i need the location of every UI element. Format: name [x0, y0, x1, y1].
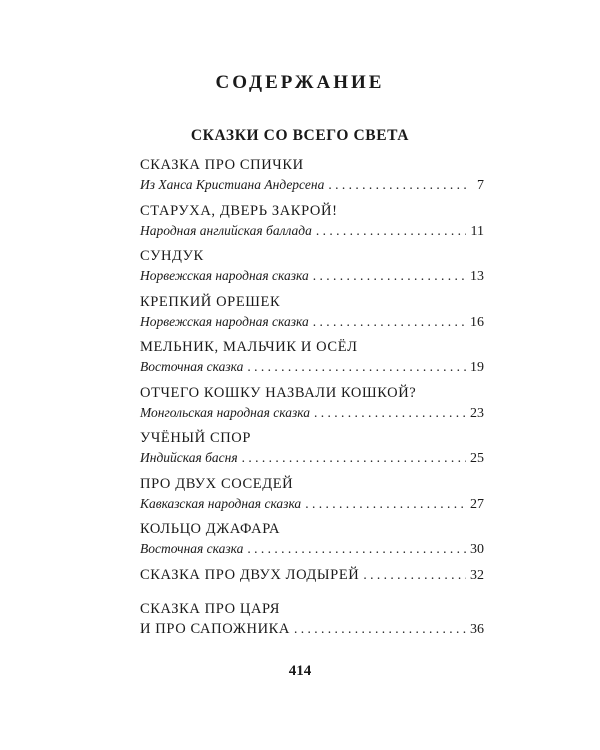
- dot-leader: [314, 403, 466, 423]
- entry-leader-line: [140, 565, 484, 586]
- entry-leader-line: [140, 494, 484, 515]
- entry-title: МЕЛЬНИК, МАЛЬЧИК И ОСЁЛ: [140, 339, 358, 355]
- entry-subtitle: Норвежская народная сказка: [140, 268, 309, 283]
- dot-leader: [313, 266, 466, 286]
- dot-leader: [363, 565, 466, 585]
- entry-page-number: 7: [477, 178, 484, 193]
- entry-leader-line: [140, 357, 484, 378]
- entry-title: СТАРУХА, ДВЕРЬ ЗАКРОЙ!: [140, 202, 338, 219]
- toc-entry: [140, 201, 484, 247]
- entry-page-number: 27: [470, 496, 484, 512]
- entry-page-number: 36: [470, 621, 484, 637]
- entry-subtitle: Монгольская народная сказка: [140, 404, 310, 420]
- entry-page-number: 30: [470, 542, 484, 557]
- entry-title: ОТЧЕГО КОШКУ НАЗВАЛИ КОШКОЙ?: [140, 384, 417, 401]
- toc-entry: [140, 246, 484, 292]
- toc-entry: [140, 565, 484, 599]
- entry-leader-line: [140, 619, 484, 640]
- entry-subtitle: Из Ханса Кристиана Андерсена: [140, 177, 325, 192]
- dot-leader: [305, 494, 466, 514]
- entry-page-number: 23: [470, 405, 484, 421]
- table-of-contents: [140, 155, 484, 644]
- entry-page-number: 11: [470, 223, 484, 239]
- entry-subtitle: Индийская басня: [140, 450, 238, 465]
- entry-leader-line: [140, 448, 484, 469]
- entry-title-line-2: И ПРО САПОЖНИКА: [140, 620, 290, 637]
- toc-entry: [140, 383, 484, 429]
- entry-title: СКАЗКА ПРО ДВУХ ЛОДЫРЕЙ: [140, 566, 360, 583]
- entry-title: ПРО ДВУХ СОСЕДЕЙ: [140, 475, 294, 492]
- entry-leader-line: [140, 221, 484, 242]
- entry-leader-line: [140, 175, 484, 196]
- dot-leader: [247, 539, 466, 559]
- entry-page-number: 16: [470, 314, 484, 330]
- entry-leader-line: [140, 312, 484, 333]
- toc-entry: [140, 599, 484, 645]
- entry-leader-line: [140, 539, 484, 560]
- entry-subtitle: Норвежская народная сказка: [140, 313, 309, 329]
- toc-entry: [140, 155, 484, 201]
- entry-page-number: 19: [470, 360, 484, 375]
- entry-subtitle: Восточная сказка: [140, 541, 244, 556]
- entry-subtitle: Восточная сказка: [140, 359, 244, 374]
- entry-page-number: 13: [470, 269, 484, 284]
- toc-entry: [140, 519, 484, 565]
- page-number: 414: [288, 663, 312, 679]
- page-title: СОДЕРЖАНИЕ: [215, 72, 385, 93]
- dot-leader: [316, 221, 466, 241]
- entry-title: КОЛЬЦО ДЖАФАРА: [140, 521, 281, 537]
- entry-page-number: 32: [470, 567, 484, 583]
- section-title: СКАЗКИ СО ВСЕГО СВЕТА: [190, 127, 410, 144]
- entry-page-number: 25: [470, 451, 484, 466]
- toc-entry: [140, 474, 484, 520]
- entry-title: СУНДУК: [140, 248, 204, 264]
- entry-title: КРЕПКИЙ ОРЕШЕК: [140, 293, 281, 310]
- dot-leader: [247, 357, 466, 377]
- entry-leader-line: [140, 403, 484, 424]
- entry-subtitle: Кавказская народная сказка: [140, 495, 302, 511]
- entry-title: СКАЗКА ПРО СПИЧКИ: [140, 157, 304, 173]
- dot-leader: [242, 448, 466, 468]
- toc-entry: [140, 428, 484, 474]
- entry-leader-line: [140, 266, 484, 287]
- dot-leader: [313, 312, 466, 332]
- dot-leader: [294, 619, 466, 639]
- entry-title-line-1: СКАЗКА ПРО ЦАРЯ: [140, 600, 281, 617]
- entry-subtitle: Народная английская баллада: [140, 222, 312, 238]
- toc-entry: [140, 337, 484, 383]
- entry-title: УЧЁНЫЙ СПОР: [140, 430, 252, 446]
- dot-leader: [328, 175, 466, 195]
- toc-entry: [140, 292, 484, 338]
